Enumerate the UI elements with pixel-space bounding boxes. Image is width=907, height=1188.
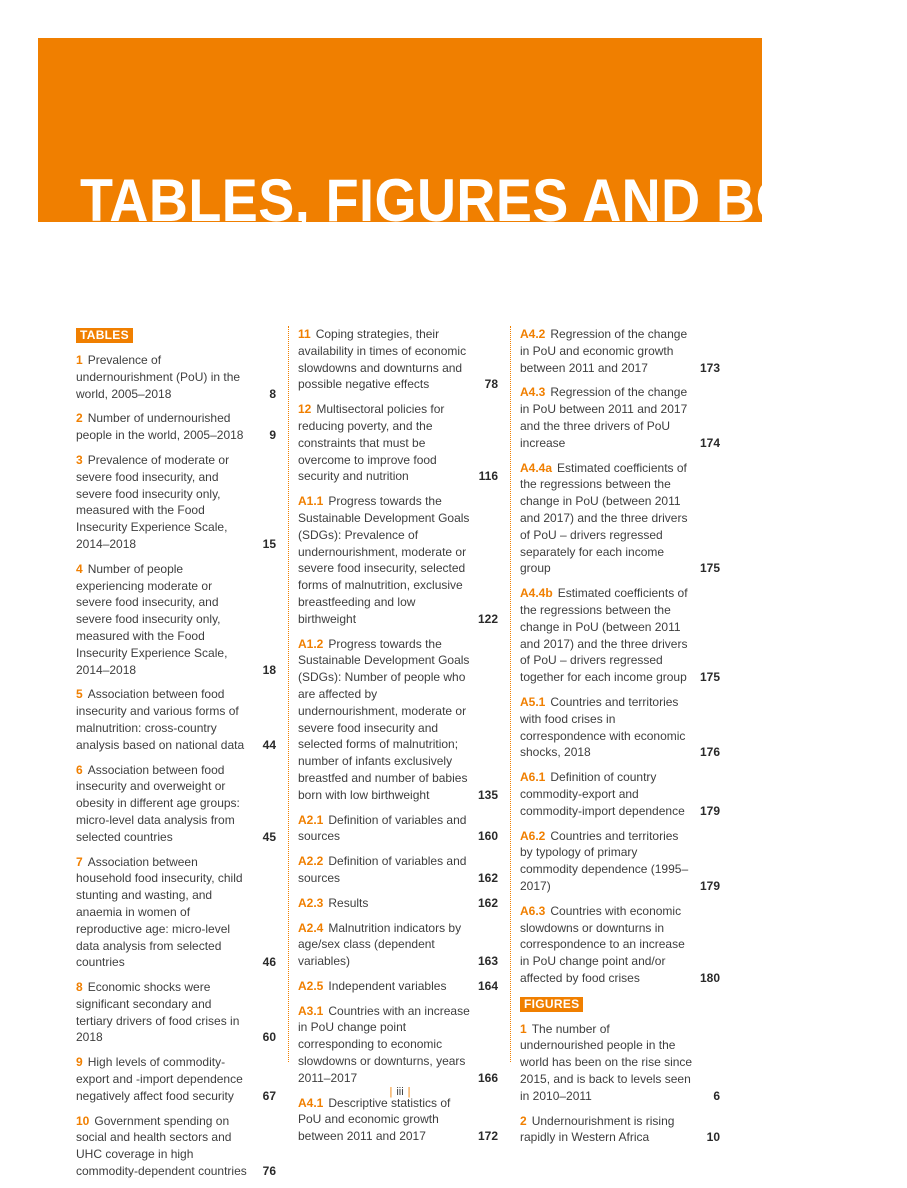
toc-entry[interactable] (298, 1095, 498, 1145)
entry-title: Definition of variables and sources (298, 854, 467, 885)
entry-page-number[interactable]: 173 (699, 360, 720, 375)
entry-title: Progress towards the Sustainable Development Goals (SDGs): Prevalence of undernourishment, moderate or severe food insecurity, selected forms of malnutrition, exclusive breastfeeding and low birthweight (298, 494, 470, 626)
toc-column-2 (298, 326, 498, 1153)
entry-page-number[interactable]: 179 (699, 878, 720, 893)
section-heading-tables: TABLES (76, 328, 133, 343)
toc-entry[interactable] (76, 352, 276, 402)
page-title: TABLES, FIGURES AND BOXES (80, 167, 907, 234)
entry-title: Coping strategies, their availability in times of economic slowdowns and downturns and possible negative effects (298, 327, 467, 392)
toc-entry[interactable] (76, 452, 276, 553)
toc-entry[interactable] (76, 979, 276, 1046)
entry-number: A6.1 (520, 770, 546, 785)
entry-number: 8 (76, 980, 83, 995)
toc-entry[interactable] (520, 828, 720, 895)
entry-number: 2 (76, 411, 83, 426)
toc-entry[interactable] (520, 1113, 720, 1147)
page-folio (0, 1086, 800, 1098)
entry-page-number[interactable]: 172 (477, 1129, 498, 1144)
entry-page-number[interactable]: 135 (477, 787, 498, 802)
entry-number: 12 (298, 402, 312, 417)
toc-entry[interactable] (520, 326, 720, 376)
toc-column-1 (76, 326, 276, 1188)
entry-page-number[interactable]: 174 (699, 435, 720, 450)
entry-number: A1.1 (298, 494, 324, 509)
toc-column-3 (520, 326, 720, 1154)
entry-page-number[interactable]: 175 (699, 670, 720, 685)
entry-title: Independent variables (328, 978, 447, 993)
entry-title: Results (328, 895, 369, 910)
entry-page-number[interactable]: 60 (262, 1030, 276, 1045)
entry-page-number[interactable]: 45 (262, 829, 276, 844)
entry-number: A4.2 (520, 327, 546, 341)
toc-entry[interactable] (520, 585, 720, 686)
entry-title: Estimated coefficients of the regressions between the change in PoU (between 2011 and 2017) and the three drivers of PoU – drivers regressed together for each income group (520, 586, 688, 685)
toc-entry[interactable] (520, 769, 720, 819)
entry-number: 10 (76, 1113, 90, 1128)
entry-page-number[interactable]: 179 (699, 803, 720, 818)
toc-entry[interactable] (76, 762, 276, 846)
entry-page-number[interactable]: 176 (699, 745, 720, 760)
toc-entry[interactable] (298, 853, 498, 887)
entry-number: A4.1 (298, 1095, 324, 1110)
entry-page-number[interactable]: 116 (478, 469, 498, 484)
entry-title: Countries and territories with food crises in correspondence with economic shocks, 2018 (520, 694, 686, 760)
entry-number: 11 (298, 327, 311, 341)
entry-title: Prevalence of undernourishment (PoU) in the world, 2005–2018 (76, 353, 241, 401)
entry-number: 4 (76, 561, 83, 576)
entry-page-number[interactable]: 46 (262, 955, 276, 970)
entry-title: Number of people experiencing moderate or severe food insecurity, and severe food insecurity only, measured with the Food Insecurity Experience Scale, 2014–2018 (76, 561, 228, 677)
folio-bar-left: | (389, 1086, 393, 1098)
toc-entry[interactable] (520, 694, 720, 761)
folio-bar-right: | (407, 1086, 411, 1098)
entry-number: 3 (76, 452, 83, 467)
entry-page-number[interactable]: 76 (262, 1164, 276, 1179)
entry-title: Countries with economic slowdowns or downturns in correspondence to an increase in PoU change point and/or affected by food crises (520, 903, 685, 985)
entry-title: Multisectoral policies for reducing poverty, and the constraints that must be overcome to improve food security and nutrition (298, 402, 445, 484)
entry-number: 2 (520, 1113, 527, 1128)
entry-number: 1 (76, 353, 83, 367)
column-divider (510, 326, 511, 1062)
entry-title: Association between food insecurity and various forms of malnutrition: cross-country analysis based on national data (76, 687, 245, 752)
toc-entry[interactable] (298, 978, 498, 995)
entry-page-number[interactable]: 15 (262, 536, 276, 551)
entry-page-number[interactable]: 78 (484, 377, 498, 392)
toc-entry[interactable] (298, 812, 498, 846)
entry-number: A6.2 (520, 828, 546, 843)
toc-entry[interactable] (76, 854, 276, 972)
entry-number: 7 (76, 854, 83, 869)
entry-page-number[interactable]: 122 (477, 611, 498, 626)
section-heading-figures: FIGURES (520, 997, 583, 1012)
entry-title: Regression of the change in PoU between 2011 and 2017 and the three drivers of PoU increase (520, 385, 688, 450)
entry-page-number[interactable]: 9 (269, 428, 276, 443)
entry-page-number[interactable]: 166 (477, 1070, 498, 1085)
entry-page-number[interactable]: 162 (477, 870, 498, 885)
toc-entry[interactable] (520, 460, 720, 578)
toc-entry[interactable] (298, 493, 498, 627)
entry-number: A6.3 (520, 903, 546, 918)
entry-title: Definition of variables and sources (298, 812, 467, 844)
entry-title: Undernourishment is rising rapidly in Western Africa (520, 1113, 675, 1145)
folio-number: iii (396, 1086, 404, 1098)
entry-title: The number of undernourished people in the world has been on the rise since 2015, and is back to levels seen in 2010–2011 (520, 1021, 693, 1103)
toc-entry[interactable] (298, 326, 498, 393)
entry-title: Definition of country commodity-export and commodity-import dependence (520, 770, 685, 818)
column-divider (288, 326, 289, 1062)
entry-title: Economic shocks were significant secondary and tertiary drivers of food crises in 2018 (76, 980, 240, 1045)
entry-number: 5 (76, 687, 83, 702)
entry-title: Number of undernourished people in the world, 2005–2018 (76, 411, 244, 443)
entry-page-number[interactable]: 163 (477, 954, 498, 969)
entry-page-number[interactable]: 67 (262, 1088, 276, 1103)
entry-number: 9 (76, 1055, 83, 1070)
entry-title: Progress towards the Sustainable Development Goals (SDGs): Number of people who are affected by undernourishment, moderate or severe food insecurity and selected forms of malnutrition; number of infants exclusively breastfed and number of babies born with low birthweight (298, 636, 470, 802)
toc-entry[interactable] (76, 686, 276, 753)
entry-number: A2.3 (298, 895, 324, 910)
entry-page-number[interactable]: 6 (713, 1088, 720, 1103)
entry-title: Regression of the change in PoU and economic growth between 2011 and 2017 (520, 327, 688, 375)
toc-entry[interactable] (298, 1003, 498, 1087)
entry-number: A2.4 (298, 920, 324, 935)
entry-page-number[interactable]: 160 (477, 829, 498, 844)
entry-title: Government spending on social and health sectors and UHC coverage in high commodity-dependent countries (76, 1113, 247, 1179)
entry-number: A1.2 (298, 636, 324, 651)
toc-entry[interactable] (520, 903, 720, 987)
entry-page-number[interactable]: 180 (699, 970, 720, 985)
entry-number: A3.1 (298, 1003, 324, 1018)
entry-title: Association between household food insecurity, child stunting and wasting, and anaemia in women of reproductive age: micro-level data analysis from selected countries (76, 854, 243, 970)
toc-entry[interactable] (76, 410, 276, 444)
entry-page-number[interactable]: 175 (699, 561, 720, 576)
entry-number: A5.1 (520, 694, 546, 709)
toc-entry[interactable] (76, 1113, 276, 1180)
entry-number: A2.5 (298, 978, 324, 993)
entry-title: Estimated coefficients of the regressions between the change in PoU (between 2011 and 2017) and the three drivers of PoU – drivers regressed separately for each income group (520, 460, 688, 576)
entry-title: High levels of commodity-export and -import dependence negatively affect food security (76, 1055, 243, 1103)
toc-entry[interactable] (298, 636, 498, 804)
entry-number: A4.4b (520, 586, 553, 601)
entry-title: Association between food insecurity and overweight or obesity in different age groups: micro-level data analysis from selected countries (76, 762, 240, 844)
entry-page-number[interactable]: 164 (477, 978, 498, 993)
entry-number: A2.1 (298, 812, 324, 827)
entry-number: 1 (520, 1021, 527, 1036)
entry-title: Countries and territories by typology of primary commodity dependence (1995–2017) (520, 828, 689, 893)
entry-page-number[interactable]: 18 (262, 662, 276, 677)
toc-entry[interactable] (298, 401, 498, 485)
toc-entry[interactable] (520, 384, 720, 451)
toc-entry[interactable] (298, 895, 498, 912)
entry-number: A4.4a (520, 460, 553, 475)
entry-number: A4.3 (520, 385, 546, 400)
entry-page-number[interactable]: 162 (477, 895, 498, 910)
entry-page-number[interactable]: 10 (706, 1130, 720, 1145)
toc-entry[interactable] (76, 561, 276, 679)
entry-title: Malnutrition indicators by age/sex class (dependent variables) (298, 920, 462, 969)
entry-number: A2.2 (298, 854, 324, 869)
entry-title: Countries with an increase in PoU change point corresponding to economic slowdowns or downturns, years 2011–2017 (298, 1003, 470, 1085)
entry-title: Prevalence of moderate or severe food insecurity, and severe food insecurity only, measured with the Food Insecurity Experience Scale, 2014–2018 (76, 452, 230, 551)
entry-page-number[interactable]: 44 (262, 737, 276, 752)
entry-title: Descriptive statistics of PoU and economic growth between 2011 and 2017 (298, 1095, 451, 1144)
entry-number: 6 (76, 762, 83, 777)
entry-page-number[interactable]: 8 (269, 386, 276, 401)
title-banner (38, 38, 907, 234)
toc-entry[interactable] (298, 920, 498, 970)
